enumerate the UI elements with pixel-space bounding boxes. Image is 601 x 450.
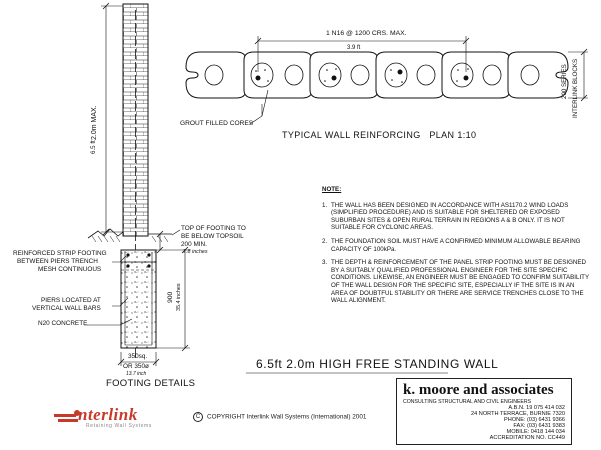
plan-block-chain bbox=[186, 52, 568, 98]
logo-word: nterlink bbox=[78, 405, 138, 424]
note-item bbox=[322, 238, 592, 253]
note-item bbox=[322, 259, 592, 305]
company-subtitle: CONSULTING STRUCTURAL AND CIVIL ENGINEERS bbox=[403, 399, 532, 405]
footing-width-square: 350sq. bbox=[128, 353, 148, 360]
address: 24 NORTH TERRACE, BURNIE 7320 bbox=[471, 410, 565, 417]
plan-series-line1: 200 SERIES bbox=[561, 64, 568, 99]
strip-footing-line1: REINFORCED STRIP FOOTING bbox=[13, 250, 107, 257]
grout-label: GROUT FILLED CORES bbox=[180, 120, 254, 127]
footing-pier bbox=[121, 250, 156, 348]
footing-depth-metric: 900 bbox=[167, 291, 174, 303]
footing-depth-imperial: 35.4 inches bbox=[176, 283, 182, 311]
copyright-line bbox=[193, 412, 366, 422]
wall-height-metric: 2.0m MAX. bbox=[91, 105, 98, 140]
copyright-text: COPYRIGHT Interlink Wall Systems (International) 2001 bbox=[207, 413, 367, 421]
note-item bbox=[322, 202, 592, 232]
note-text: THE FOUNDATION SOIL MUST HAVE A CONFIRMED MINIMUM ALLOWABLE BEARING CAPACITY OF 100kPa. bbox=[331, 237, 581, 253]
main-title: 6.5ft 2.0m HIGH FREE STANDING WALL bbox=[256, 357, 499, 371]
accreditation: ACCREDITATION NO. CC449 bbox=[489, 434, 565, 441]
note-number: 2. bbox=[322, 237, 328, 245]
piers-line1: PIERS LOCATED AT bbox=[41, 297, 101, 304]
footing-width-imperial: 13.7 inch bbox=[126, 371, 147, 377]
contact-details bbox=[471, 406, 565, 441]
top-of-footing-line1: TOP OF FOOTING TO bbox=[181, 225, 246, 232]
notes-heading: NOTE: bbox=[322, 186, 342, 193]
note-text: THE DEPTH & REINFORCEMENT OF THE PANEL STRIP FOOTING MUST BE DESIGNED BY A SUITABLY QUALIFIED PROFESSIONAL ENGINEER FOR THE SITE SPECIFIC CONDITIONS. LIKEWISE, AN ENGINEER MUST BE ENGAGED TO CONFIRM SUITABILITY OF THE WALL DESIGN FOR THE SPECIFIC SITE, ESPECIALLY IF THE SITE IS IN AN AREA OF DOUBTFUL STABILITY OR THERE ARE SERVICE TRENCHES CLOSE TO THE WALL ALIGNMENT. bbox=[331, 259, 589, 305]
logo-tagline: Retaining Wall Systems bbox=[86, 423, 152, 429]
abn: A.B.N. 19 075 414 032 bbox=[508, 405, 565, 411]
design-notes bbox=[322, 186, 592, 311]
plan-series-line2: INTERLINK BLOCKS bbox=[572, 58, 579, 118]
top-of-footing-line2: BE BELOW TOPSOIL bbox=[181, 233, 244, 240]
strip-footing-line2: BETWEEN PIERS TRENCH bbox=[17, 258, 98, 265]
note-number: 1. bbox=[322, 201, 328, 209]
footing-details-title: FOOTING DETAILS bbox=[106, 378, 196, 389]
mobile: MOBILE: 0418 144 034 bbox=[506, 428, 565, 435]
plan-dimension-metric: 1 N16 @ 1200 CRS. MAX. bbox=[326, 30, 407, 37]
interlink-logo bbox=[52, 405, 182, 429]
plan-title: TYPICAL WALL REINFORCING PLAN 1:10 bbox=[282, 130, 477, 140]
copyright-icon: C bbox=[193, 412, 203, 422]
wall-height-imperial: 6.5 ft bbox=[90, 140, 97, 154]
piers-line2: VERTICAL WALL BARS bbox=[32, 305, 101, 312]
plan-dimension-imperial: 3.9 ft bbox=[347, 45, 361, 51]
footing-width-round: OR 350ø bbox=[123, 363, 149, 370]
concrete-label: N20 CONCRETE bbox=[38, 320, 88, 327]
strip-footing-line3: MESH CONTINUOUS bbox=[38, 266, 102, 273]
phone: PHONE: (03) 6431 9366 bbox=[504, 416, 565, 423]
company-name: k. moore and associates bbox=[403, 382, 554, 398]
wall-height-dimension bbox=[101, 3, 123, 235]
fax: FAX: (03) 6431 9383 bbox=[513, 422, 565, 429]
top-of-footing-line4: 7.8 inches bbox=[183, 249, 208, 255]
top-of-footing-line3: 200 MIN. bbox=[181, 241, 207, 248]
note-text: THE WALL HAS BEEN DESIGNED IN ACCORDANCE WITH AS1170.2 WIND LOADS (SIMPLIFIED PROCEDURE) AND IS SUITABLE FOR SHELTERED OR EXPOSED SUBURBAN SITES & OPEN RURAL TERRAIN IN REGIONS A & B ONLY. IT IS NOT SUITABLE FOR CYCLONIC AREAS. bbox=[331, 201, 569, 232]
note-number: 3. bbox=[322, 259, 328, 267]
engineer-contact-block bbox=[396, 378, 572, 445]
